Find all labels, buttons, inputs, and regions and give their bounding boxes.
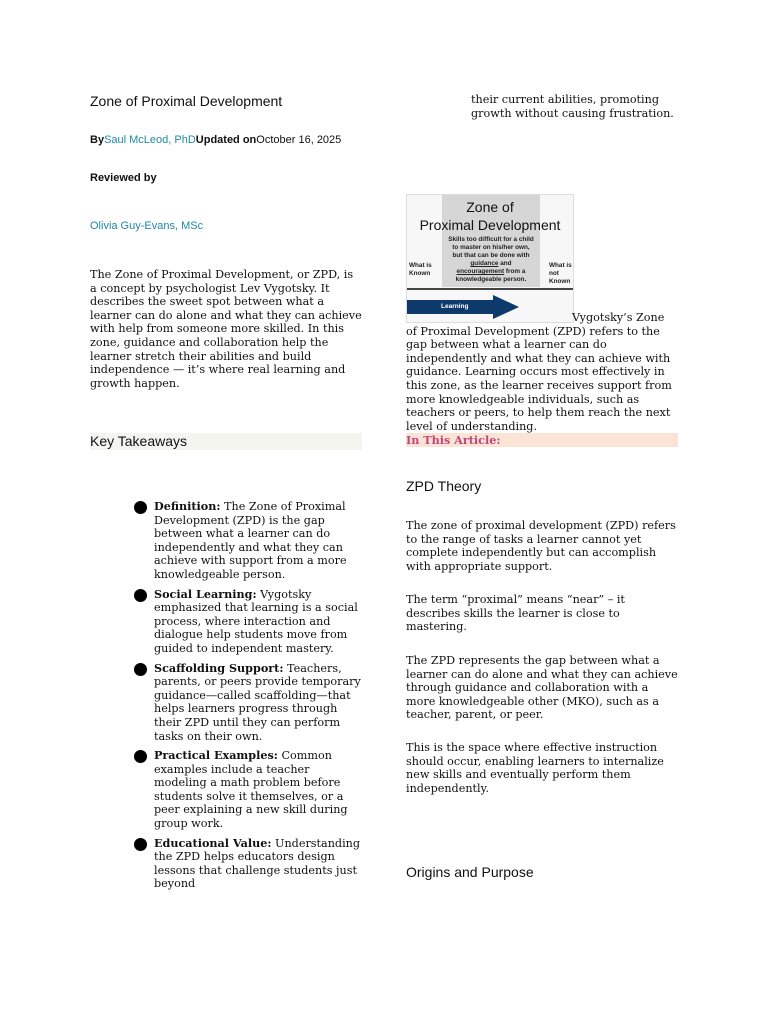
zpd-theory-heading: ZPD Theory (406, 478, 482, 494)
takeaway-text: Common examples include a teacher modeling a math problem before students solve it themselves, or a peer explaining a new skill during group work. (154, 749, 348, 831)
center-encouragement: encouragement (456, 268, 505, 275)
intro-paragraph: The Zone of Proximal Development, or ZPD, is a concept by psychologist Lev Vygotsky. It describes the sweet spot between what a learner can do alone and what they can achieve with help from someone more skilled. In this zone, guidance and collaboration help the learner stretch their abilities and build independence — it’s where real learning and growth happen. (90, 268, 362, 390)
bullet-icon (134, 589, 147, 602)
zpd-theory-paragraph: The zone of proximal development (ZPD) refers to the range of tasks a learner cannot yet complete independently but can accomplish with appropriate support. (406, 519, 676, 573)
takeaway-term: Definition: (154, 499, 221, 513)
by-label: By (90, 134, 105, 146)
updated-label: Updated on (195, 134, 257, 146)
key-takeaways-list (132, 500, 362, 897)
figure-caption: Vygotsky’s Zone of Proximal Development (ZPD) refers to the gap between what a learner can do independently and what they can achieve with guidance. Learning occurs most effectively in this zone, as the learner receives support from more knowledgeable individuals, such as teachers or peers, to help them reach the next level of understanding. (406, 311, 672, 433)
takeaway-text: Vygotsky emphasized that learning is a social process, where interaction and dialogue help students move from guided to independent mastery. (154, 587, 358, 655)
figure-title-line1: Zone of (466, 199, 514, 215)
byline (90, 134, 341, 146)
takeaway-text: Teachers, parents, or peers provide temporary guidance—called scaffolding—that helps learners progress through their ZPD until they can perform tasks on their own. (154, 661, 361, 743)
bullet-icon (134, 750, 147, 763)
zpd-figure (406, 194, 574, 323)
list-item (132, 837, 362, 891)
takeaway-text: The Zone of Proximal Development (ZPD) is the gap between what a learner can do independently and what they can achieve with support from a more knowledgeable person. (154, 500, 347, 581)
bullet-icon (134, 501, 147, 514)
list-item (132, 588, 362, 656)
figure-divider (407, 288, 573, 290)
figure-left-label: What is Known (409, 262, 432, 277)
takeaway-term: Scaffolding Support: (154, 660, 284, 675)
article-title: Zone of Proximal Development (90, 93, 283, 109)
list-item (132, 749, 362, 831)
in-this-article-toggle[interactable]: In This Article: (406, 433, 678, 447)
takeaway-text: Understanding the ZPD helps educators design lessons that challenge students just beyond (154, 836, 361, 891)
zpd-theory-paragraph: The ZPD represents the gap between what a learner can do alone and what they can achieve through guidance and collaboration with a more knowledgeable other (MKO), such as a teacher, parent, or peer. (406, 654, 678, 722)
bullet-icon (134, 838, 147, 851)
zpd-theory-paragraph: The term “proximal” means “near” – it describes skills the learner is close to mastering. (406, 593, 625, 634)
reviewed-by-label: Reviewed by (90, 172, 157, 184)
arrow-label: Learning (441, 303, 469, 310)
center-text-after: from a knowledgeable person. (455, 268, 527, 283)
figure-title-line2: Proximal Development (419, 217, 561, 233)
figure-title (407, 198, 573, 234)
figure-center-text (447, 236, 535, 284)
list-item (132, 662, 362, 744)
updated-date: October 16, 2025 (256, 134, 342, 146)
center-and: and (498, 260, 512, 267)
origins-heading: Origins and Purpose (406, 864, 534, 880)
center-guidance: guidance (470, 260, 499, 267)
key-takeaways-heading: Key Takeaways (90, 433, 362, 450)
takeaway-term: Social Learning: (154, 586, 257, 601)
takeaway-term: Educational Value: (154, 835, 272, 850)
author-link[interactable]: Saul McLeod, PhD (104, 134, 196, 146)
reviewer-link[interactable]: Olivia Guy-Evans, MSc (90, 220, 204, 232)
center-text-before: Skills too difficult for a child to master on his/her own, but that can be done with (448, 236, 534, 259)
bullet-icon (134, 663, 147, 676)
figure-right-label: What is not Known (549, 262, 572, 285)
list-item (132, 500, 362, 582)
takeaway-term: Practical Examples: (154, 748, 278, 763)
zpd-theory-paragraph: This is the space where effective instruction should occur, enabling learners to internalize new skills and eventually perform them independently. (406, 741, 664, 795)
takeaway-continuation: their current abilities, promoting growth without causing frustration. (471, 93, 674, 120)
